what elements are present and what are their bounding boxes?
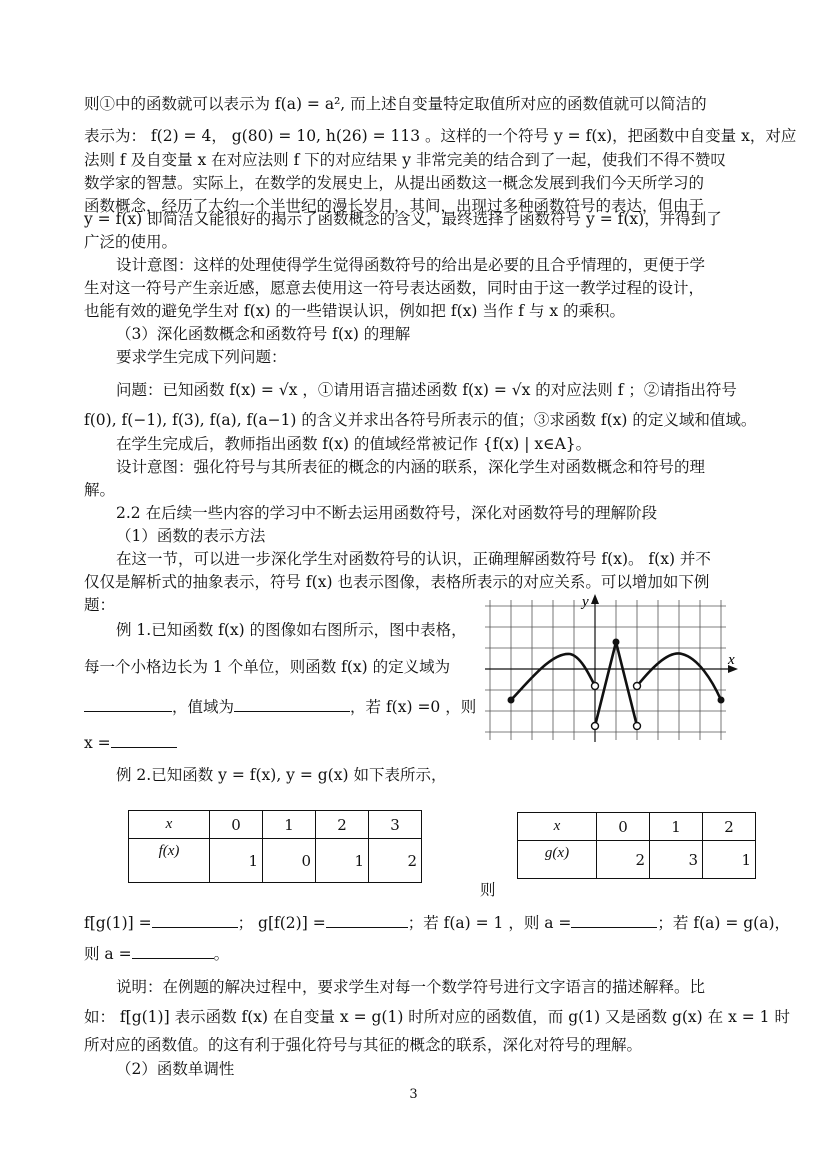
text-line: 也能有效的避免学生对 f(x) 的一些错误认识，例如把 f(x) 当作 f 与 x 的乘积。 bbox=[84, 302, 626, 320]
text-line: 数学家的智慧。实际上，在数学的发展史上，从提出函数这一概念发展到我们今天所学习的 bbox=[84, 174, 705, 192]
text: ； g[f(2)] = bbox=[237, 914, 326, 932]
grid bbox=[485, 600, 726, 740]
blank bbox=[111, 733, 177, 748]
problem-line: 问题：已知函数 f(x) = √x ，①请用语言描述函数 f(x) = √x 的对应法则 f ；②请指出符号 bbox=[116, 381, 737, 399]
question-line bbox=[84, 913, 790, 933]
text-line: 要求学生完成下列问题： bbox=[116, 348, 287, 366]
text-line: 设计意图：这样的处理使得学生觉得函数符号的给出是必要的且合乎情理的，更便于学 bbox=[116, 256, 706, 274]
blank bbox=[571, 913, 657, 928]
table-header: x bbox=[518, 813, 597, 841]
text-line: 如： f[g(1)] 表示函数 f(x) 在自变量 x = g(1) 时所对应的函数值，而 g(1) 又是函数 g(x) 在 x = 1 时 bbox=[84, 1008, 790, 1026]
table-cell: 2 bbox=[316, 811, 369, 839]
table-cell: 1 bbox=[210, 839, 263, 883]
example-1-line: 例 1.已知函数 f(x) 的图像如右图所示，图中表格， bbox=[116, 621, 467, 639]
text: f[g(1)] = bbox=[84, 914, 152, 932]
y-axis-label: y bbox=[582, 594, 589, 610]
table-cell: 3 bbox=[369, 811, 422, 839]
text-line: 在这一节，可以进一步深化学生对函数符号的认识，正确理解函数符号 f(x)。 f(x) 并不 bbox=[116, 550, 711, 568]
text-line: 题： bbox=[84, 596, 116, 614]
open-point bbox=[634, 683, 641, 690]
text: ；若 f(a) = g(a)， bbox=[657, 914, 791, 932]
table-cell: 2 bbox=[703, 813, 756, 841]
text-line: 说明：在例题的解决过程中，要求学生对每一个数学符号进行文字语言的描述解释。比 bbox=[116, 978, 706, 996]
table-cell: 2 bbox=[597, 841, 650, 879]
table-header: g(x) bbox=[518, 841, 597, 879]
table-cell: 3 bbox=[650, 841, 703, 879]
y-axis-arrow bbox=[591, 594, 599, 604]
open-point bbox=[634, 723, 641, 730]
section-heading: （1）函数的表示方法 bbox=[116, 527, 266, 545]
blank bbox=[152, 913, 238, 928]
section-heading: 2.2 在后续一些内容的学习中不断去运用函数符号，深化对函数符号的理解阶段 bbox=[116, 504, 658, 522]
table-cell: 0 bbox=[263, 839, 316, 883]
table-cell: 2 bbox=[369, 839, 422, 883]
text-line: 生对这一符号产生亲近感，愿意去使用这一符号表达函数，同时由于这一教学过程的设计， bbox=[84, 279, 705, 297]
text-line: 广泛的使用。 bbox=[84, 233, 178, 251]
blank bbox=[234, 697, 350, 712]
example-1-line bbox=[84, 733, 177, 753]
text: 。 bbox=[213, 945, 230, 963]
text-line: 所对应的函数值。的这有利于强化符号与其征的概念的联系，深化对符号的理解。 bbox=[84, 1036, 643, 1054]
table-header: x bbox=[129, 811, 210, 839]
table-header: f(x) bbox=[129, 839, 210, 883]
example-1-line: 每一个小格边长为 1 个单位，则函数 f(x) 的定义域为 bbox=[84, 658, 451, 676]
text-line: y = f(x) 即简洁又能很好的揭示了函数概念的含义，最终选择了函数符号 y = f(x)，并得到了 bbox=[84, 210, 722, 228]
endpoint bbox=[508, 697, 515, 704]
x-axis-label: x bbox=[728, 652, 735, 668]
open-point bbox=[592, 723, 599, 730]
table-cell: 1 bbox=[703, 841, 756, 879]
blank bbox=[132, 944, 214, 959]
text-line: 则①中的函数就可以表示为 f(a) = a², 而上述自变量特定取值所对应的函数值就可以简洁的 bbox=[84, 95, 707, 113]
table-g bbox=[517, 812, 756, 879]
table-cell: 1 bbox=[650, 813, 703, 841]
text-line: 在学生完成后，教师指出函数 f(x) 的值域经常被记作 {f(x) | x∈A}。 bbox=[116, 435, 592, 453]
function-graph bbox=[480, 592, 742, 742]
blank bbox=[84, 697, 172, 712]
table-cell: 1 bbox=[316, 839, 369, 883]
text-line: 解。 bbox=[84, 481, 116, 499]
problem-line: f(0), f(−1), f(3), f(a), f(a−1) 的含义并求出各符号所表示的值；③求函数 f(x) 的定义域和值域。 bbox=[84, 411, 757, 429]
text-line: 则 bbox=[480, 881, 496, 899]
page-number: 3 bbox=[409, 1087, 418, 1102]
text-line: 法则 f 及自变量 x 在对应法则 f 下的对应结果 y 非常完美的结合到了一起，使我们不得不赞叹 bbox=[84, 151, 726, 169]
text-line: 表示为： f(2) = 4， g(80) = 10, h(26) = 113 。这样的一个符号 y = f(x)，把函数中自变量 x，对应 bbox=[84, 127, 797, 145]
text: 则 a = bbox=[84, 945, 132, 963]
text-line: 函数概念，经历了大约一个半世纪的漫长岁月，其间，出现过多种函数符号的表达，但由于 bbox=[84, 197, 705, 215]
open-point bbox=[592, 683, 599, 690]
text: ；若 f(a) = 1 ，则 a = bbox=[407, 914, 572, 932]
section-heading: （3）深化函数概念和函数符号 f(x) 的理解 bbox=[116, 325, 411, 343]
text: x = bbox=[84, 734, 111, 752]
blank bbox=[326, 913, 408, 928]
section-heading: （2）函数单调性 bbox=[116, 1060, 235, 1078]
text: ，若 f(x) =0 ，则 bbox=[350, 698, 477, 716]
table-cell: 1 bbox=[263, 811, 316, 839]
question-line bbox=[84, 944, 229, 964]
text-line: 设计意图：强化符号与其所表征的概念的内涵的联系，深化学生对函数概念和符号的理 bbox=[116, 458, 706, 476]
table-f bbox=[128, 810, 422, 883]
peak-point bbox=[613, 639, 620, 646]
endpoint bbox=[718, 697, 725, 704]
example-2-line: 例 2.已知函数 y = f(x), y = g(x) 如下表所示， bbox=[116, 766, 447, 784]
text-line: 仅仅是解析式的抽象表示，符号 f(x) 也表示图像，表格所表示的对应关系。可以增加如下例 bbox=[84, 573, 710, 591]
example-1-line bbox=[84, 697, 476, 717]
table-cell: 0 bbox=[210, 811, 263, 839]
text: ，值域为 bbox=[172, 698, 235, 716]
table-cell: 0 bbox=[597, 813, 650, 841]
